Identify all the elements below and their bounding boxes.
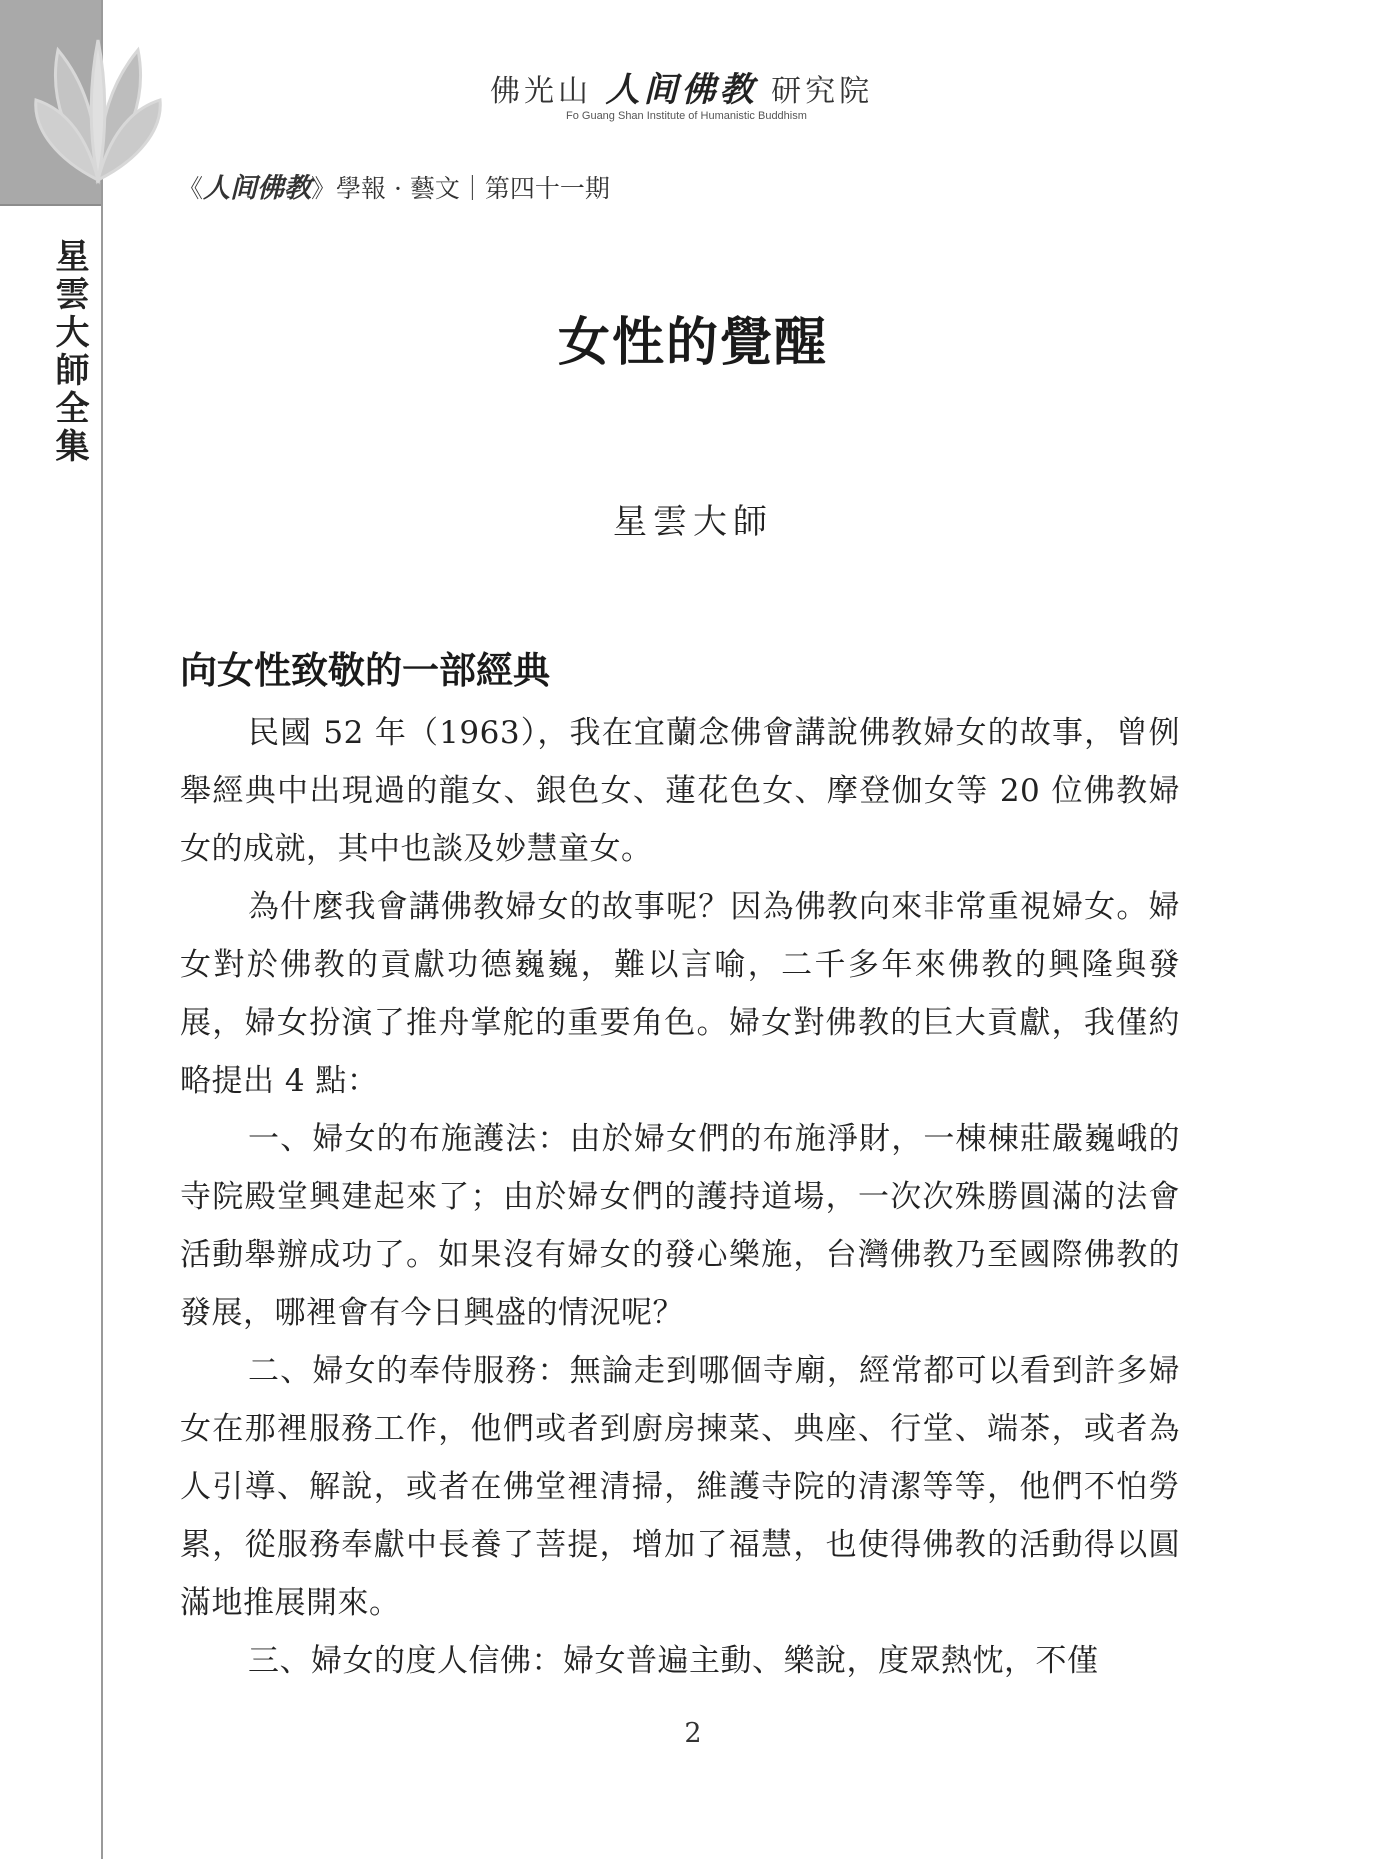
body-paragraph: 二、婦女的奉侍服務：無論走到哪個寺廟，經常都可以看到許多婦女在那裡服務工作，他們或者到廚房揀菜、典座、行堂、端茶，或者為人引導、解說，或者在佛堂裡清掃，維護寺院的清潔等等，他們不怕勞累，從服務奉獻中長養了菩提，增加了福慧，也使得佛教的活動得以圓滿地推展開來。: [180, 1353, 1180, 1621]
institute-brand: 人间佛教: [605, 70, 758, 110]
institute-english-name: Fo Guang Shan Institute of Humanistic Buddhism: [566, 110, 807, 122]
sidebar-divider: [0, 204, 103, 206]
lotus-flower-icon: [28, 30, 168, 190]
institute-name: [490, 62, 873, 111]
sidebar-vertical-title: 星雲大師全集: [49, 238, 89, 466]
journal-running-head: [178, 166, 610, 205]
journal-open-bracket: 《: [178, 174, 204, 203]
section-heading: 向女性致敬的一部經典: [180, 648, 550, 692]
journal-issue: 》學報 · 藝文｜第四十一期: [311, 174, 610, 203]
article-title: 女性的覺醒: [557, 312, 828, 373]
margin-rule: [101, 0, 103, 1859]
body-paragraph: 一、婦女的布施護法：由於婦女們的布施淨財，一棟棟莊嚴巍峨的寺院殿堂興建起來了；由於婦女們的護持道場，一次次殊勝圓滿的法會活動舉辦成功了。如果沒有婦女的發心樂施，台灣佛教乃至國際佛教的發展，哪裡會有今日興盛的情況呢？: [180, 1121, 1180, 1331]
body-paragraph: 為什麼我會講佛教婦女的故事呢？因為佛教向來非常重視婦女。婦女對於佛教的貢獻功德巍巍，難以言喻，二千多年來佛教的興隆與發展，婦女扮演了推舟掌舵的重要角色。婦女對佛教的巨大貢獻，我僅約略提出 4 點：: [180, 889, 1180, 1099]
body-paragraph: 三、婦女的度人信佛：婦女普遍主動、樂說，度眾熱忱，不僅: [248, 1643, 1099, 1679]
article-author: 星雲大師: [613, 502, 773, 542]
journal-brand: 人间佛教: [203, 173, 312, 204]
institute-suffix: 研究院: [757, 74, 874, 109]
article-body: [180, 704, 1180, 1690]
body-paragraph: 民國 52 年（1963），我在宜蘭念佛會講說佛教婦女的故事，曾例舉經典中出現過的龍女、銀色女、蓮花色女、摩登伽女等 20 位佛教婦女的成就，其中也談及妙慧童女。: [180, 715, 1180, 867]
page-number: 2: [684, 1718, 702, 1749]
institute-prefix: 佛光山: [490, 74, 606, 109]
